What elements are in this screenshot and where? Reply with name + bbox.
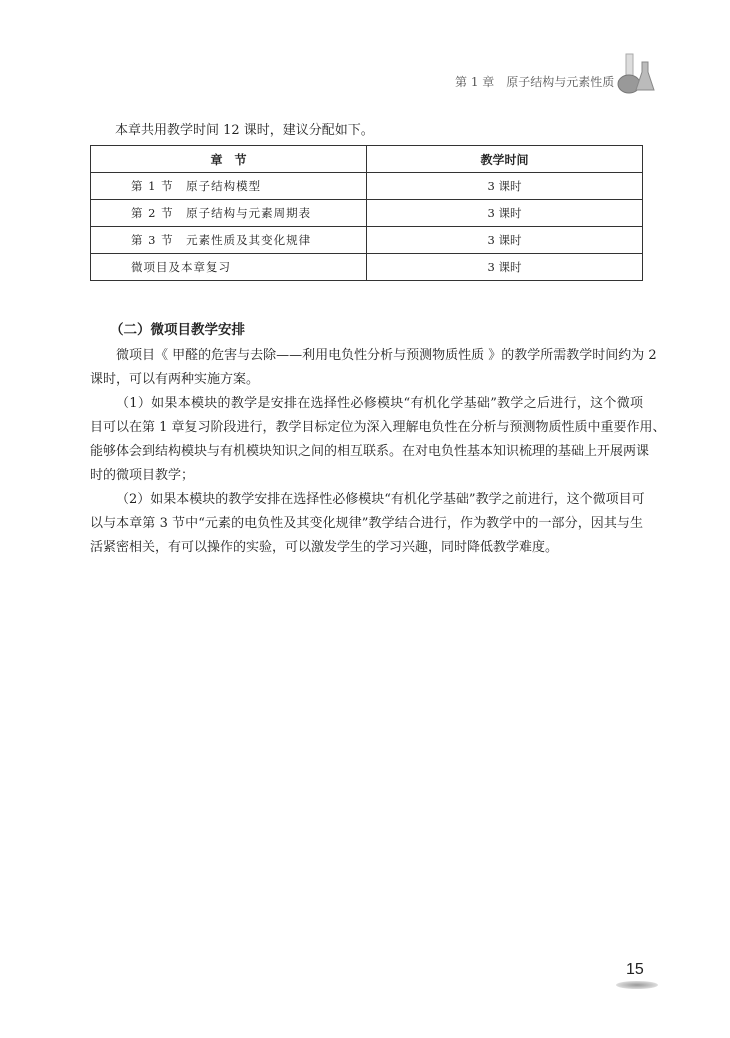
table-row (91, 173, 643, 200)
cell-time: 3 课时 (367, 227, 643, 254)
text-line: 课时，可以有两种实施方案。 (90, 372, 260, 387)
flask-icon (616, 52, 656, 94)
text-line: 以与本章第 3 节中“元素的电负性及其变化规律”教学结合进行，作为教学中的一部分，因其与生 (90, 516, 643, 531)
section-title: （二）微项目教学安排 (110, 322, 245, 338)
text-line: 时的微项目教学； (90, 468, 195, 483)
text-line: 活紧密相关，有可以操作的实验，可以激发学生的学习兴趣，同时降低教学难度。 (90, 540, 559, 555)
body-text (90, 344, 666, 560)
running-header: 第 1 章 原子结构与元素性质 (455, 75, 615, 89)
cell-section: 微项目及本章复习 (91, 254, 367, 281)
text-line: （1）如果本模块的教学是安排在选择性必修模块“有机化学基础”教学之后进行，这个微项 (116, 396, 643, 411)
text-line: 目可以在第 1 章复习阶段进行，教学目标定位为深入理解电负性在分析与预测物质性质中重要作用、 (90, 420, 666, 435)
cell-time: 3 课时 (367, 200, 643, 227)
cell-time: 3 课时 (367, 254, 643, 281)
text-line: 微项目《 甲醛的危害与去除——利用电负性分析与预测物质性质 》的教学所需教学时间约为 2 (116, 348, 657, 363)
table-header-row (91, 146, 643, 173)
col-header-section: 章 节 (91, 146, 367, 173)
cell-section: 第 3 节 元素性质及其变化规律 (91, 227, 367, 254)
table-row (91, 254, 643, 281)
cell-section: 第 2 节 原子结构与元素周期表 (91, 200, 367, 227)
cell-time: 3 课时 (367, 173, 643, 200)
table-row (91, 227, 643, 254)
text-line: 能够体会到结构模块与有机模块知识之间的相互联系。在对电负性基本知识梳理的基础上开展两课 (90, 444, 650, 459)
schedule-table (90, 145, 643, 281)
col-header-time: 教学时间 (367, 146, 643, 173)
page-number-shadow (616, 981, 658, 989)
cell-section: 第 1 节 原子结构模型 (91, 173, 367, 200)
table-row (91, 200, 643, 227)
page-number: 15 (626, 961, 644, 978)
intro-text: 本章共用教学时间 12 课时，建议分配如下。 (115, 123, 374, 138)
text-line: （2）如果本模块的教学安排在选择性必修模块“有机化学基础”教学之前进行，这个微项目可 (116, 492, 645, 507)
